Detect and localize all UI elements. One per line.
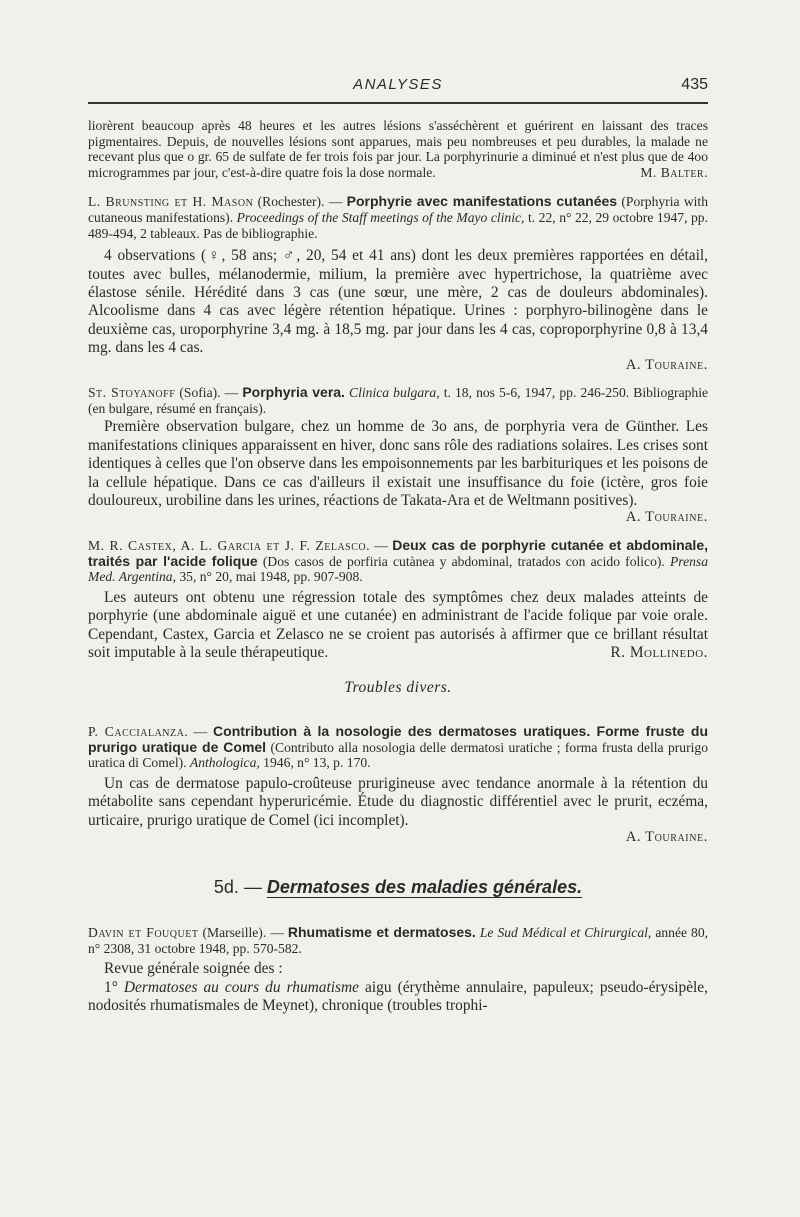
- entry-body-text: Les auteurs ont obtenu une régression totale des symptômes chez deux malades atteints de porphyrie (une abdominale aiguë et une cutanée) en administrant de l'acide folique par voie orale. Cependant, Castex, Garcia et Zelasco ne se croient pas autorisés à affirmer que ce brillant résultat soit imputable à la seule thérapeutique.: [88, 588, 708, 661]
- entry-title: Porphyria vera.: [242, 384, 345, 401]
- entry-details: 1946, n° 13, p. 170.: [259, 755, 371, 771]
- entry-reference: [88, 385, 708, 416]
- entry-signature: R. Mollinedo.: [610, 644, 708, 661]
- entry-place: (Marseille). —: [198, 925, 288, 941]
- abstract-entry-5: [88, 925, 708, 1015]
- item-number: 1°: [104, 978, 124, 996]
- abstract-entry-1: [88, 194, 708, 373]
- entry-details: t. 18, nos 5-6, 1947, pp. 246-250. Bibliographie (en bulgare, résumé en français).: [88, 385, 709, 416]
- entry-journal: Anthologica,: [189, 755, 260, 771]
- subsection-heading: Troubles divers.: [344, 679, 452, 697]
- entry-body: Un cas de dermatose papulo-croûteuse prurigineuse avec tendance anormale à la rétention du métabolite sans cependant hyperuricémie. Étude du diagnostic différentiel avec le prurit, eczéma, urticaire, prurigo uratique de Comel (ici incomplet).: [88, 774, 708, 829]
- item-rest: aigu (érythème annulaire, papuleux; pseudo-érysipèle, nodosités rhumatismales de Meynet), chronique (troubles trophi-: [88, 978, 708, 1015]
- entry-reference: [88, 724, 708, 771]
- entry-place: (Rochester). —: [253, 194, 347, 210]
- entry-details: t. 22, n° 22, 29 octobre 1947, pp. 489-494, 2 tableaux. Pas de bibliographie.: [88, 209, 709, 241]
- entry-signature: A. Touraine.: [625, 829, 708, 845]
- entry-journal: Proceedings of the Staff meetings of the Mayo clinic,: [236, 209, 525, 225]
- page-content: [88, 118, 708, 1016]
- entry-original-title: (Dos casos de porfiria cutànea y abdominal, tratados con acido folico).: [257, 553, 670, 569]
- running-header: [88, 76, 708, 98]
- entry-title: Porphyrie avec manifestations cutanées: [346, 193, 618, 210]
- entry-reference: [88, 925, 708, 956]
- intro-paragraph: [88, 118, 708, 180]
- entry-journal: Prensa Med. Argentina,: [88, 553, 708, 585]
- entry-authors: Davin et Fouquet: [88, 925, 199, 941]
- entry-signature: A. Touraine.: [625, 509, 708, 526]
- entry-body: [88, 589, 708, 663]
- entry-title: Rhumatisme et dermatoses.: [287, 924, 476, 941]
- entry-title: Deux cas de porphyrie cutanée et abdominale, traités par l'acide folique: [88, 537, 709, 569]
- header-rule: [88, 102, 708, 104]
- entry-place: . —: [366, 538, 393, 553]
- entry-body: 4 observations (♀, 58 ans; ♂, 20, 54 et 41 ans) dont les deux premières rapportées en détail, toutes avec bulles, mélanodermie, milium, la première avec hypertrichose, la quatrième avec élastose sénile. Hérédité dans 3 cas (une sœur, une mère, 2 cas de douleurs abdominales). Alcoolisme dans 4 cas avec légère rétention hépatique. Urines : porphyro-bilinogène dans le deuxième cas, uroporphyrine 3,4 mg. à 18,5 mg. par jour dans les 4 cas, coproporphyrine 0,8 à 13,4 mg. dans les 4 cas.: [88, 247, 708, 357]
- entry-place: . —: [184, 724, 214, 739]
- running-title: ANALYSES: [353, 76, 443, 93]
- entry-original-title: (Contributo alla nosologia delle dermatosi uratiche ; forma frusta della prurigo uratica di Comel).: [88, 739, 709, 771]
- entry-authors: L. Brunsting et H. Mason: [88, 194, 254, 210]
- entry-authors: P. Caccialanza: [88, 724, 185, 739]
- section-title: Dermatoses des maladies générales.: [266, 876, 583, 897]
- entry-reference: [88, 194, 708, 241]
- entry-details: 35, n° 20, mai 1948, pp. 907-908.: [175, 569, 363, 585]
- intro-signature: M. Balter.: [640, 164, 708, 180]
- entry-place: (Sofia). —: [175, 385, 243, 401]
- abstract-entry-4: [88, 724, 708, 846]
- intro-text: liorèrent beaucoup après 48 heures et les autres lésions s'asséchèrent et guérirent en laissant des traces pigmentaires. Depuis, de nouvelles lésions sont apparues, mais peu nombreuses et peu durables, la malade ne recevant plus que o gr. 65 de sulfate de fer trois fois par jour. La porphyrinurie a diminué et n'est plus que de 4oo microgrammes par jour, c'est-à-dire quatre fois la dose normale.: [88, 118, 708, 180]
- entry-journal: Le Sud Médical et Chirurgical,: [475, 925, 652, 941]
- section-heading: [88, 876, 708, 897]
- entry-authors: St. Stoyanoff: [88, 385, 176, 401]
- entry-body: Revue générale soignée des :: [104, 960, 283, 978]
- entry-journal: Clinica bulgara,: [344, 385, 440, 401]
- entry-reference: [88, 538, 708, 585]
- abstract-entry-3: [88, 538, 708, 662]
- entry-body: Première observation bulgare, chez un homme de 3o ans, de porphyria vera de Günther. Les manifestations cliniques apparaissent en hiver, donc sans rôle des radiations solaires. Les crises sont identiques à celles que l'on observe dans les empoisonnements par les barbituriques et les poisons de la cellule hépatique. Dans ce cas d'ailleurs il existait une insuffisance du foie (ictère, gros foie douloureux, urobiline dans les urines, réactions de Takata-Ara et de Weltmann positives).: [88, 418, 708, 509]
- item-italic: Dermatoses au cours du rhumatisme: [123, 978, 359, 996]
- entry-title: Contribution à la nosologie des dermatoses uratiques. Forme fruste du prurigo uratique de Comel: [88, 723, 708, 755]
- page-number: 435: [681, 76, 708, 93]
- section-number: 5d. —: [213, 876, 267, 897]
- entry-signature: A. Touraine.: [625, 356, 708, 373]
- abstract-entry-2: [88, 385, 708, 526]
- entry-original-title: (Porphyria with cutaneous manifestations).: [88, 194, 708, 225]
- entry-body-item: [88, 979, 708, 1016]
- entry-authors: M. R. Castex, A. L. Garcia et J. F. Zelasco: [88, 538, 367, 553]
- entry-details: année 80, n° 2308, 31 octobre 1948, pp. 570-582.: [88, 925, 709, 956]
